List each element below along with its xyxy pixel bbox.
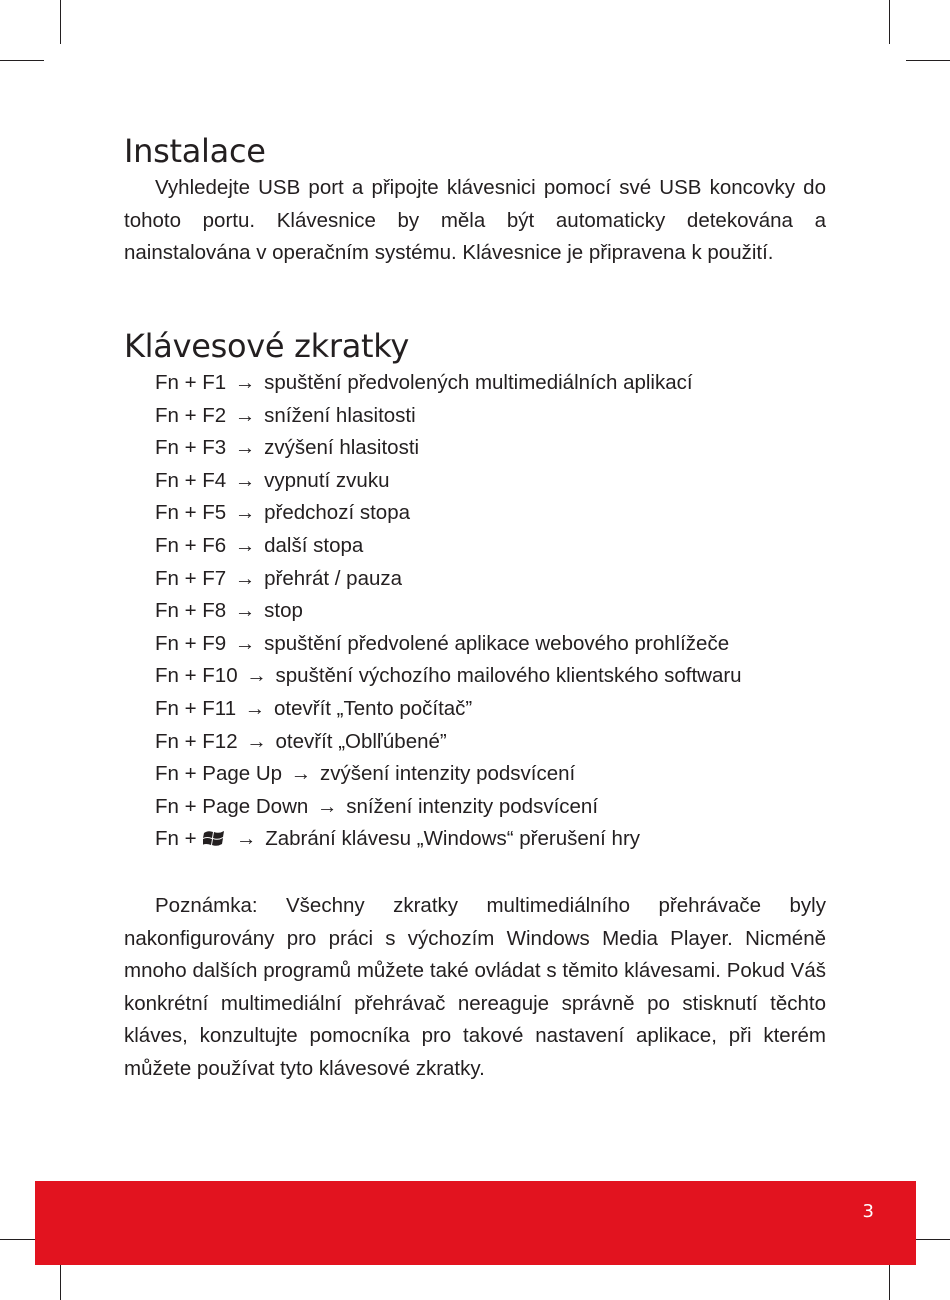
shortcut-keys: Fn + Page Down [155, 794, 309, 818]
page-number: 3 [862, 1201, 874, 1222]
shortcut-keys: Fn + F4 [155, 468, 227, 492]
footer-bar [35, 1181, 916, 1265]
shortcut-action: Zabrání klávesu „Windows“ přerušení hry [265, 827, 641, 851]
arrow-right-icon: → [246, 729, 267, 753]
crop-mark-top-right [889, 0, 890, 44]
arrow-right-icon: → [234, 599, 256, 623]
shortcut-action: zvýšení intenzity podsvícení [319, 762, 576, 786]
note-paragraph: Poznámka: Všechny zkratky multimediálního přehrávače byly nakonfigurovány pro práci s výchozím Windows Media Player. Nicméně mnoho dalších programů můžete také ovládat s těmito klávesami. Pokud Váš konkrétní multimediální přehrávač nereaguje správně po stisknutí těchto kláves, konzultujte pomocníka pro takové nastavení aplikace, při kterém můžete používat tyto klávesové zkratky. [124, 894, 826, 1080]
arrow-right-icon: → [234, 436, 256, 460]
shortcut-action: přehrát / pauza [264, 566, 403, 590]
windows-logo-icon [203, 826, 225, 859]
arrow-right-icon: → [234, 468, 256, 492]
shortcut-action: otevřít „Tento počítač” [274, 696, 473, 720]
shortcut-action: snížení hlasitosti [264, 403, 416, 427]
shortcut-keys: Fn + F12 [155, 729, 238, 753]
shortcut-action: otevřít „Oblľúbené” [275, 729, 447, 753]
shortcut-item [155, 563, 742, 596]
crop-mark-top-left-h [0, 60, 44, 61]
arrow-right-icon: → [234, 371, 256, 394]
shortcut-keys: Fn + F10 [155, 664, 238, 688]
shortcut-list [155, 367, 742, 856]
shortcut-item-windows [155, 823, 742, 856]
shortcut-action: snížení intenzity podsvícení [346, 794, 599, 818]
arrow-right-icon: → [234, 566, 256, 590]
shortcut-keys: Fn + F5 [155, 501, 227, 525]
shortcut-item [155, 400, 742, 433]
shortcut-keys: Fn + [155, 827, 197, 851]
arrow-right-icon: → [236, 827, 257, 851]
shortcut-keys: Fn + Page Up [155, 762, 283, 786]
crop-mark-top-right-h [906, 60, 950, 61]
arrow-right-icon: → [234, 501, 256, 525]
shortcut-keys: Fn + F8 [155, 599, 227, 623]
shortcut-item [155, 465, 742, 498]
shortcut-item [155, 693, 742, 726]
shortcuts-heading: Klávesové zkratky [124, 327, 410, 365]
shortcut-action: vypnutí zvuku [264, 468, 390, 492]
shortcut-keys: Fn + F6 [155, 533, 227, 557]
shortcut-item [155, 660, 742, 693]
arrow-right-icon: → [290, 762, 312, 786]
shortcut-keys: Fn + F9 [155, 631, 227, 655]
install-paragraph: Vyhledejte USB port a připojte klávesnici pomocí své USB koncovky do tohoto portu. Klávesnice by měla být automaticky detekována a nainstalována v operačním systému. Klávesnice je připravena k použití. [124, 176, 826, 265]
shortcut-action: další stopa [264, 533, 364, 557]
crop-mark-top-left [60, 0, 61, 44]
shortcut-item [155, 530, 742, 563]
shortcut-keys: Fn + F1 [155, 371, 227, 394]
shortcut-item [155, 791, 742, 824]
arrow-right-icon: → [234, 403, 256, 427]
shortcut-keys: Fn + F11 [155, 696, 237, 720]
arrow-right-icon: → [244, 696, 266, 720]
shortcut-action: spuštění předvolené aplikace webového prohlížeče [264, 631, 730, 655]
shortcut-item [155, 758, 742, 791]
arrow-right-icon: → [234, 533, 256, 557]
shortcut-action: předchozí stopa [264, 501, 410, 525]
arrow-right-icon: → [246, 664, 267, 688]
shortcut-item [155, 367, 742, 400]
install-heading: Instalace [124, 132, 266, 170]
shortcut-item [155, 726, 742, 759]
shortcut-action: spuštění výchozího mailového klientského softwaru [275, 664, 742, 688]
shortcut-item [155, 595, 742, 628]
shortcut-item [155, 432, 742, 465]
shortcut-item [155, 497, 742, 530]
shortcut-keys: Fn + F7 [155, 566, 227, 590]
shortcut-item [155, 628, 742, 661]
arrow-right-icon: → [316, 794, 338, 818]
shortcut-action: stop [264, 599, 303, 623]
shortcut-action: spuštění předvolených multimediálních aplikací [264, 371, 693, 394]
arrow-right-icon: → [234, 631, 256, 655]
shortcut-keys: Fn + F3 [155, 436, 227, 460]
shortcut-action: zvýšení hlasitosti [264, 436, 420, 460]
shortcut-keys: Fn + F2 [155, 403, 227, 427]
